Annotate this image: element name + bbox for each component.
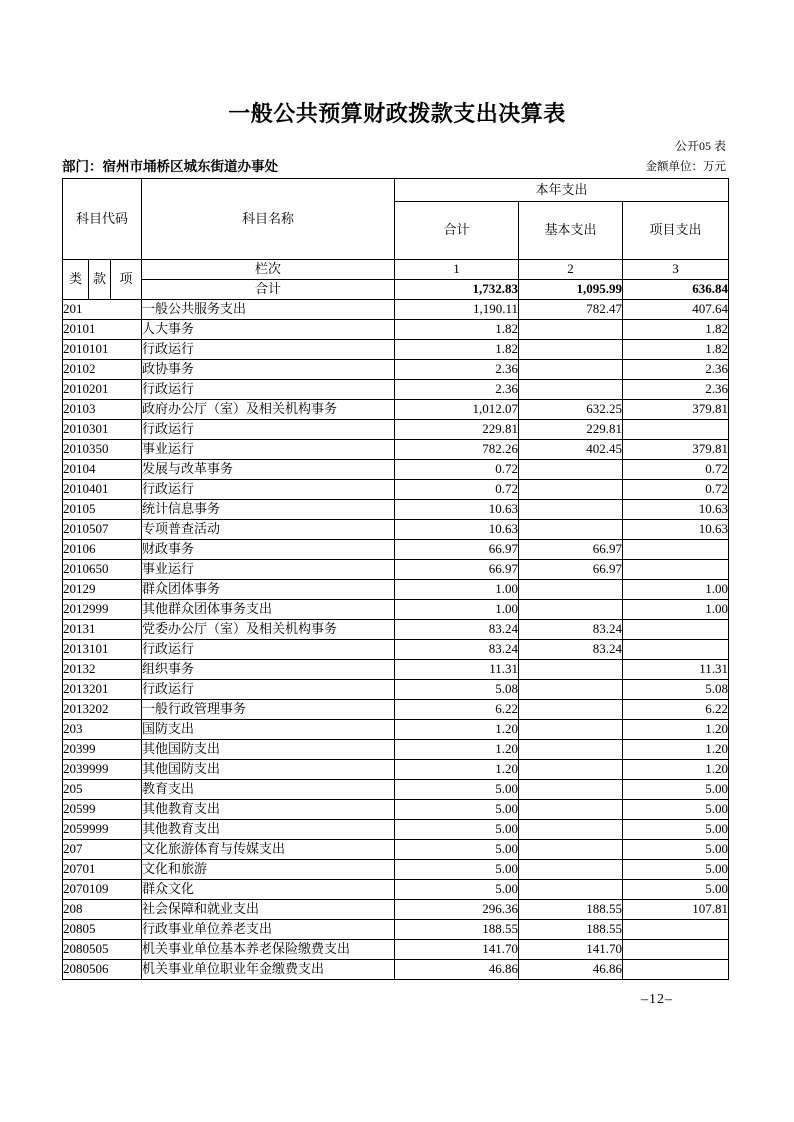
table-row [63, 480, 729, 500]
subject-code-cell: 2010650 [63, 560, 142, 580]
total-value-cell: 1.20 [395, 740, 519, 760]
basic-value-cell [519, 660, 623, 680]
total-value-cell: 5.00 [395, 840, 519, 860]
basic-value-cell [519, 600, 623, 620]
basic-value-cell [519, 520, 623, 540]
subject-code-cell: 2010301 [63, 420, 142, 440]
table-row [63, 520, 729, 540]
project-value-cell [623, 560, 729, 580]
total-value-cell: 66.97 [395, 540, 519, 560]
project-value-cell: 407.64 [623, 300, 729, 320]
table-row [63, 580, 729, 600]
project-value-cell: 1.82 [623, 320, 729, 340]
basic-value-cell [519, 760, 623, 780]
subject-code-cell: 20131 [63, 620, 142, 640]
table-row [63, 600, 729, 620]
project-value-cell: 11.31 [623, 660, 729, 680]
project-value-cell: 5.00 [623, 840, 729, 860]
subject-code-cell: 2080506 [63, 960, 142, 980]
subject-name-cell: 行政运行 [142, 480, 395, 500]
project-value-cell: 6.22 [623, 700, 729, 720]
subject-code-cell: 2010201 [63, 380, 142, 400]
table-row [63, 960, 729, 980]
total-value-cell: 1,190.11 [395, 300, 519, 320]
total-value-cell: 782.26 [395, 440, 519, 460]
basic-value-cell [519, 800, 623, 820]
total-value-cell: 5.00 [395, 780, 519, 800]
table-row [63, 400, 729, 420]
table-row [63, 760, 729, 780]
subject-code-cell: 2010101 [63, 340, 142, 360]
header-class: 类 [63, 260, 89, 300]
table-row [63, 360, 729, 380]
project-value-cell: 10.63 [623, 520, 729, 540]
subject-name-cell: 发展与改革事务 [142, 460, 395, 480]
basic-value-cell: 66.97 [519, 540, 623, 560]
subject-code-cell: 2010350 [63, 440, 142, 460]
project-value-cell [623, 960, 729, 980]
grand-total-total: 1,732.83 [395, 280, 519, 300]
subject-name-cell: 群众文化 [142, 880, 395, 900]
project-value-cell [623, 420, 729, 440]
basic-value-cell: 188.55 [519, 900, 623, 920]
project-value-cell: 379.81 [623, 440, 729, 460]
project-value-cell [623, 920, 729, 940]
header-project-expenditure: 项目支出 [623, 202, 729, 260]
subject-name-cell: 人大事务 [142, 320, 395, 340]
basic-value-cell [519, 320, 623, 340]
subject-code-cell: 20399 [63, 740, 142, 760]
subject-name-cell: 文化旅游体育与传媒支出 [142, 840, 395, 860]
total-value-cell: 0.72 [395, 460, 519, 480]
table-row [63, 440, 729, 460]
table-row [63, 740, 729, 760]
subject-name-cell: 财政事务 [142, 540, 395, 560]
basic-value-cell [519, 780, 623, 800]
basic-value-cell: 83.24 [519, 640, 623, 660]
subject-name-cell: 统计信息事务 [142, 500, 395, 520]
basic-value-cell [519, 480, 623, 500]
total-value-cell: 188.55 [395, 920, 519, 940]
subject-code-cell: 20106 [63, 540, 142, 560]
page-number: –12– [641, 992, 673, 1007]
subject-name-cell: 政协事务 [142, 360, 395, 380]
subject-name-cell: 其他国防支出 [142, 740, 395, 760]
subject-name-cell: 一般公共服务支出 [142, 300, 395, 320]
total-value-cell: 5.00 [395, 800, 519, 820]
subject-name-cell: 其他国防支出 [142, 760, 395, 780]
total-value-cell: 2.36 [395, 360, 519, 380]
subject-name-cell: 一般行政管理事务 [142, 700, 395, 720]
subject-name-cell: 组织事务 [142, 660, 395, 680]
table-row [63, 560, 729, 580]
header-row-groups [63, 179, 729, 202]
basic-value-cell: 188.55 [519, 920, 623, 940]
project-value-cell [623, 640, 729, 660]
total-value-cell: 2.36 [395, 380, 519, 400]
project-value-cell: 5.00 [623, 800, 729, 820]
column-index-2: 2 [519, 260, 623, 280]
table-row [63, 420, 729, 440]
subject-name-cell: 其他教育支出 [142, 800, 395, 820]
table-row [63, 700, 729, 720]
subject-code-cell: 2010401 [63, 480, 142, 500]
total-value-cell: 5.00 [395, 820, 519, 840]
subject-name-cell: 文化和旅游 [142, 860, 395, 880]
project-value-cell: 1.20 [623, 720, 729, 740]
table-row [63, 300, 729, 320]
subject-name-cell: 行政运行 [142, 420, 395, 440]
subject-code-cell: 201 [63, 300, 142, 320]
total-value-cell: 10.63 [395, 520, 519, 540]
basic-value-cell [519, 680, 623, 700]
project-value-cell: 10.63 [623, 500, 729, 520]
subject-code-cell: 205 [63, 780, 142, 800]
grand-total-basic: 1,095.99 [519, 280, 623, 300]
total-value-cell: 66.97 [395, 560, 519, 580]
subject-code-cell: 20599 [63, 800, 142, 820]
project-value-cell: 5.00 [623, 860, 729, 880]
grand-total-row [63, 280, 729, 300]
document-content [62, 135, 728, 980]
subject-code-cell: 20101 [63, 320, 142, 340]
project-value-cell: 1.00 [623, 580, 729, 600]
basic-value-cell [519, 840, 623, 860]
department-label: 部门：宿州市埇桥区城东街道办事处 [62, 159, 278, 174]
table-row [63, 940, 729, 960]
project-value-cell: 0.72 [623, 480, 729, 500]
subject-code-cell: 2039999 [63, 760, 142, 780]
subject-name-cell: 事业运行 [142, 440, 395, 460]
subject-name-cell: 事业运行 [142, 560, 395, 580]
project-value-cell [623, 940, 729, 960]
subject-code-cell: 2070109 [63, 880, 142, 900]
project-value-cell [623, 540, 729, 560]
basic-value-cell [519, 820, 623, 840]
project-value-cell: 5.00 [623, 780, 729, 800]
subject-code-cell: 2013101 [63, 640, 142, 660]
subject-code-cell: 20102 [63, 360, 142, 380]
subject-name-cell: 社会保障和就业支出 [142, 900, 395, 920]
budget-table [62, 178, 729, 980]
table-row [63, 320, 729, 340]
header-basic-expenditure: 基本支出 [519, 202, 623, 260]
subject-name-cell: 党委办公厅（室）及相关机构事务 [142, 620, 395, 640]
table-row [63, 640, 729, 660]
project-value-cell: 1.20 [623, 740, 729, 760]
subject-name-cell: 行政运行 [142, 340, 395, 360]
basic-value-cell [519, 360, 623, 380]
grand-total-project: 636.84 [623, 280, 729, 300]
subject-code-cell: 2080505 [63, 940, 142, 960]
total-value-cell: 46.86 [395, 960, 519, 980]
table-row [63, 840, 729, 860]
table-row [63, 900, 729, 920]
basic-value-cell [519, 580, 623, 600]
meta-row [62, 158, 728, 175]
basic-value-cell: 229.81 [519, 420, 623, 440]
project-value-cell: 0.72 [623, 460, 729, 480]
table-row [63, 620, 729, 640]
subject-code-cell: 2059999 [63, 820, 142, 840]
total-value-cell: 229.81 [395, 420, 519, 440]
subject-code-cell: 20105 [63, 500, 142, 520]
basic-value-cell [519, 740, 623, 760]
total-value-cell: 1.00 [395, 580, 519, 600]
project-value-cell: 1.20 [623, 760, 729, 780]
basic-value-cell [519, 500, 623, 520]
table-row [63, 800, 729, 820]
table-row [63, 660, 729, 680]
basic-value-cell: 83.24 [519, 620, 623, 640]
table-row [63, 540, 729, 560]
table-row [63, 680, 729, 700]
basic-value-cell: 782.47 [519, 300, 623, 320]
basic-value-cell [519, 860, 623, 880]
subject-code-cell: 20132 [63, 660, 142, 680]
basic-value-cell: 46.86 [519, 960, 623, 980]
subject-name-cell: 专项普查活动 [142, 520, 395, 540]
subject-code-cell: 207 [63, 840, 142, 860]
total-value-cell: 1.82 [395, 340, 519, 360]
total-value-cell: 5.08 [395, 680, 519, 700]
subject-name-cell: 机关事业单位基本养老保险缴费支出 [142, 940, 395, 960]
total-value-cell: 10.63 [395, 500, 519, 520]
table-row [63, 820, 729, 840]
basic-value-cell [519, 720, 623, 740]
total-value-cell: 83.24 [395, 620, 519, 640]
total-value-cell: 1.82 [395, 320, 519, 340]
subject-code-cell: 208 [63, 900, 142, 920]
column-index-label: 栏次 [142, 260, 395, 280]
subject-name-cell: 其他群众团体事务支出 [142, 600, 395, 620]
table-row [63, 340, 729, 360]
column-index-3: 3 [623, 260, 729, 280]
unit-label: 金额单位：万元 [645, 161, 726, 173]
header-subject-name: 科目名称 [142, 179, 395, 260]
total-value-cell: 296.36 [395, 900, 519, 920]
subject-name-cell: 群众团体事务 [142, 580, 395, 600]
subject-code-cell: 20104 [63, 460, 142, 480]
subject-code-cell: 20103 [63, 400, 142, 420]
basic-value-cell [519, 340, 623, 360]
subject-code-cell: 20701 [63, 860, 142, 880]
project-value-cell: 5.00 [623, 820, 729, 840]
basic-value-cell: 66.97 [519, 560, 623, 580]
page-title: 一般公共预算财政拨款支出决算表 [228, 101, 566, 126]
subject-code-cell: 2010507 [63, 520, 142, 540]
table-row [63, 720, 729, 740]
total-value-cell: 141.70 [395, 940, 519, 960]
table-row [63, 380, 729, 400]
header-subject-code: 科目代码 [63, 179, 142, 260]
table-row [63, 500, 729, 520]
column-index-row [63, 260, 729, 280]
subject-name-cell: 行政运行 [142, 380, 395, 400]
total-value-cell: 0.72 [395, 480, 519, 500]
table-code-label: 公开05 表 [674, 139, 726, 153]
total-value-cell: 83.24 [395, 640, 519, 660]
total-value-cell: 5.00 [395, 860, 519, 880]
project-value-cell: 379.81 [623, 400, 729, 420]
total-value-cell: 1,012.07 [395, 400, 519, 420]
header-current-year-expenditure: 本年支出 [395, 179, 729, 202]
table-row [63, 460, 729, 480]
subject-name-cell: 国防支出 [142, 720, 395, 740]
header-total: 合计 [395, 202, 519, 260]
table-row [63, 920, 729, 940]
subject-code-cell: 2013201 [63, 680, 142, 700]
project-value-cell: 107.81 [623, 900, 729, 920]
subject-code-cell: 203 [63, 720, 142, 740]
subject-name-cell: 行政事业单位养老支出 [142, 920, 395, 940]
total-value-cell: 1.00 [395, 600, 519, 620]
basic-value-cell: 632.25 [519, 400, 623, 420]
subject-name-cell: 机关事业单位职业年金缴费支出 [142, 960, 395, 980]
basic-value-cell: 402.45 [519, 440, 623, 460]
total-value-cell: 1.20 [395, 760, 519, 780]
project-value-cell: 2.36 [623, 360, 729, 380]
subject-code-cell: 2012999 [63, 600, 142, 620]
project-value-cell: 5.00 [623, 880, 729, 900]
subject-name-cell: 其他教育支出 [142, 820, 395, 840]
total-value-cell: 5.00 [395, 880, 519, 900]
table-body [63, 179, 729, 980]
subject-code-cell: 2013202 [63, 700, 142, 720]
total-value-cell: 6.22 [395, 700, 519, 720]
project-value-cell: 2.36 [623, 380, 729, 400]
project-value-cell: 5.08 [623, 680, 729, 700]
basic-value-cell [519, 700, 623, 720]
basic-value-cell [519, 880, 623, 900]
table-row [63, 860, 729, 880]
total-value-cell: 11.31 [395, 660, 519, 680]
subject-name-cell: 行政运行 [142, 640, 395, 660]
project-value-cell [623, 620, 729, 640]
subject-code-cell: 20129 [63, 580, 142, 600]
table-row [63, 780, 729, 800]
total-value-cell: 1.20 [395, 720, 519, 740]
basic-value-cell: 141.70 [519, 940, 623, 960]
subject-name-cell: 教育支出 [142, 780, 395, 800]
grand-total-label: 合计 [142, 280, 395, 300]
project-value-cell: 1.00 [623, 600, 729, 620]
project-value-cell: 1.82 [623, 340, 729, 360]
subject-code-cell: 20805 [63, 920, 142, 940]
header-section: 款 [89, 260, 111, 300]
table-row [63, 880, 729, 900]
subject-name-cell: 政府办公厅（室）及相关机构事务 [142, 400, 395, 420]
subject-name-cell: 行政运行 [142, 680, 395, 700]
column-index-1: 1 [395, 260, 519, 280]
basic-value-cell [519, 380, 623, 400]
basic-value-cell [519, 460, 623, 480]
header-item: 项 [111, 260, 142, 300]
